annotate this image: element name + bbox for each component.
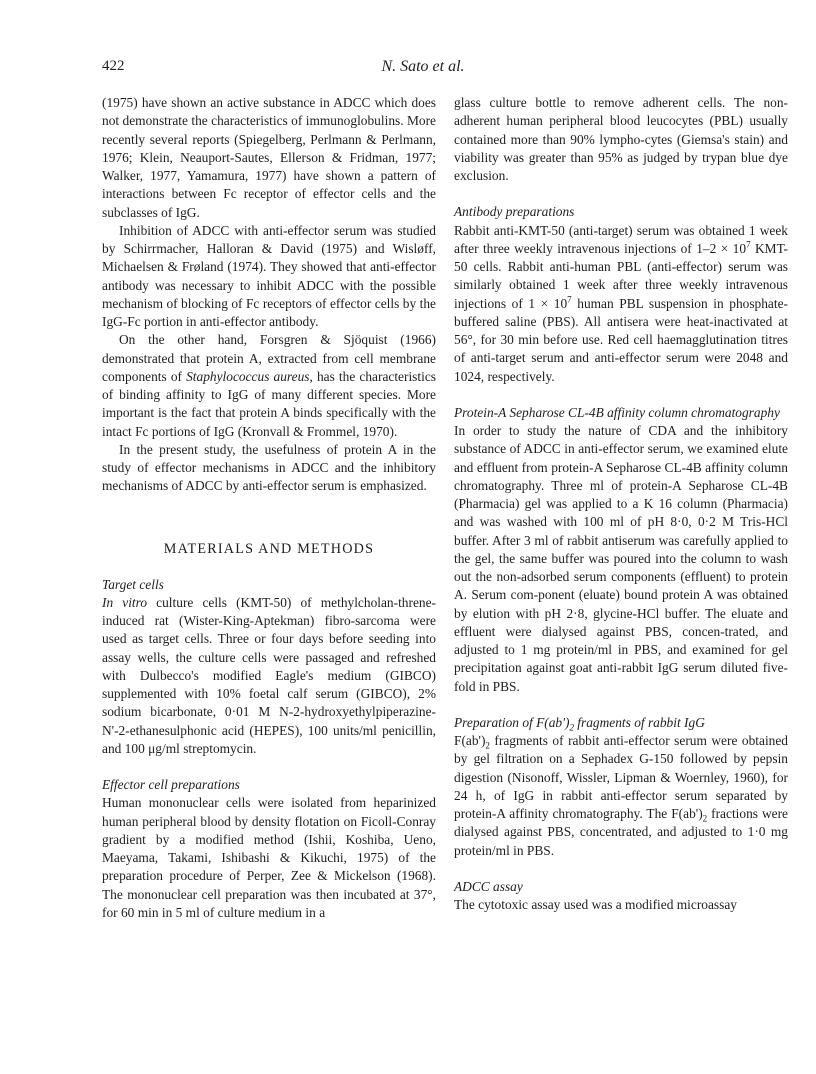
heading-fab-fragments: Preparation of $F(ab')_2$ fragments of rabbit IgG — [454, 714, 705, 733]
paragraph-effector-continued: glass culture bottle to remove adherent cells. The non-adherent human peripheral blood leucocytes (PBL) usually contained more than 90% lympho-cytes (Giemsa's stain) and viability was greater than 95% as judged by trypan blue dye exclusion. — [454, 95, 788, 183]
page-number: 422 — [102, 58, 125, 74]
heading-adcc-assay: ADCC assay — [454, 878, 523, 894]
paragraph-inhibition: Inhibition of ADCC with anti-effector serum was studied by Schirrmacher, Halloran & David (1975) and Wisløff, Michaelsen & Frøland (1974). They showed that anti-effector antibody was necessary to inhibit ADCC with the possible mechanism of blocking of Fc receptors of effector cells by the IgG-Fc portion in anti-effector antibody. — [102, 222, 436, 329]
paragraph-present-study: In the present study, the usefulness of protein A in the study of effector mechanisms in ADCC and the inhibitory mechanisms of ADCC by anti-effector serum is emphasized. — [102, 441, 436, 494]
heading-protein-a-chromatography: Protein-A Sepharose CL-4B affinity column chromatography — [454, 404, 780, 420]
right-column — [454, 94, 788, 914]
paragraph-intro-continued: (1975) have shown an active substance in ADCC which does not demonstrate the characteristics of immunoglobulins. More recently several reports (Spiegelberg, Perlmann & Perlmann, 1976; Klein, Neauport-Sautes, Ellerson & Fridman, 1977; Walker, 1977, Yamamura, 1977) have shown a pattern of interactions between Fc receptor of effector cells and the subclasses of IgG. — [102, 95, 436, 220]
page-header — [102, 58, 744, 80]
paragraph-adcc-assay: The cytotoxic assay used was a modified microassay — [454, 897, 737, 912]
paragraph-fab-fragments: $F(ab')_2$ fragments of rabbit anti-effector serum were obtained by gel filtration on a Sephadex G-150 followed by pepsin digestion (Nisonoff, Wissler, Lipman & Woernley, 1960), for 24 h, of IgG in rabbit anti-effector serum separated by protein-A affinity chromatography. The $F(ab')_2$ fractions were dialysed against PBS, concentrated, and adjusted to 1·0 mg protein/ml in PBS. — [454, 733, 788, 858]
paragraph-protein-a-chromatography: In order to study the nature of CDA and the inhibitory substance of ADCC in anti-effector serum, we examined elute and effluent from protein-A Sepharose CL-4B affinity column chromatography. Three ml of protein-A Sepharose CL-4B (Pharmacia) gel was applied to a K 16 column (Pharmacia) and was washed with 100 ml of pH 8·0, 0·2 M Tris-HCl buffer. After 3 ml of rabbit antiserum was carefully applied to the gel, the same buffer was poured into the column to wash out the non-adsorbed serum components (effluent) to protein A. Serum com-ponent (eluate) bound protein A was obtained by elution with pH 2·8, glycine-HCl buffer. The eluate and effluent were dialysed against PBS, concen-trated, and adjusted to 1 mg protein/ml in PBS, and examined for gel precipitation against goat anti-rabbit IgG serum diluted five-fold in PBS. — [454, 423, 788, 694]
heading-effector-cells: Effector cell preparations — [102, 777, 240, 792]
paragraph-antibody-preparations: Rabbit anti-KMT-50 (anti-target) serum was obtained 1 week after three weekly intravenous injections of $1-2 \times 10^7$ KMT-50 cells. Rabbit anti-human PBL (anti-effector) serum was similarly obtained 1 week after three weekly intravenous injections of $1 \times 10^7$ human PBL suspension in phosphate-buffered saline (PBS). All antisera were heat-inactivated at 56°, for 30 min before use. Red cell haemagglutination titres of anti-target serum and anti-effector serum were 2048 and 1024, respectively. — [454, 222, 788, 384]
species-name: Staphylococcus aureus — [186, 368, 310, 384]
paragraph-effector-cells: Human mononuclear cells were isolated from heparinized human peripheral blood by density flotation on Ficoll-Conray gradient by a modified method (Ishii, Koshiba, Ueno, Maeyama, Takami, Ishibashi & Kikuchi, 1975) of the preparation procedure of Perper, Zee & Mickelson (1968). The mononuclear cell preparation was then incubated at 37°, for 60 min in 5 ml of culture medium in a — [102, 795, 436, 920]
paragraph-protein-a: On the other hand, Forsgren & Sjöquist (1966) demonstrated that protein A, extracted from cell membrane components of Staphylococcus aureus, has the characteristics of binding affinity to IgG of many different species. More important is the fact that protein A binds specifically with the intact Fc portions of IgG (Kronvall & Frommel, 1970). — [102, 332, 436, 439]
heading-target-cells: Target cells — [102, 576, 164, 592]
heading-antibody-preparations: Antibody preparations — [454, 204, 575, 220]
section-title: MATERIALS AND METHODS — [163, 540, 375, 557]
left-column — [102, 94, 436, 922]
running-head: N. Sato et al. — [381, 58, 465, 75]
paragraph-target-cells: In vitro culture cells (KMT-50) of methylcholan-threne-induced rat (Wister-King-Aptekman) fibro-sarcoma were used as target cells. Three or four days before seeding into assay wells, the culture cells were passaged and refreshed with Dulbecco's modified Eagle's medium (GIBCO) supplemented with 10% foetal calf serum (GIBCO), 2% sodium bicarbonate, 0·01 M N-2-hydroxyethylpiperazine-N'-2-ethanesulphonic acid (HEPES), 100 units/ml penicillin, and 100 μg/ml streptomycin. — [102, 594, 437, 756]
